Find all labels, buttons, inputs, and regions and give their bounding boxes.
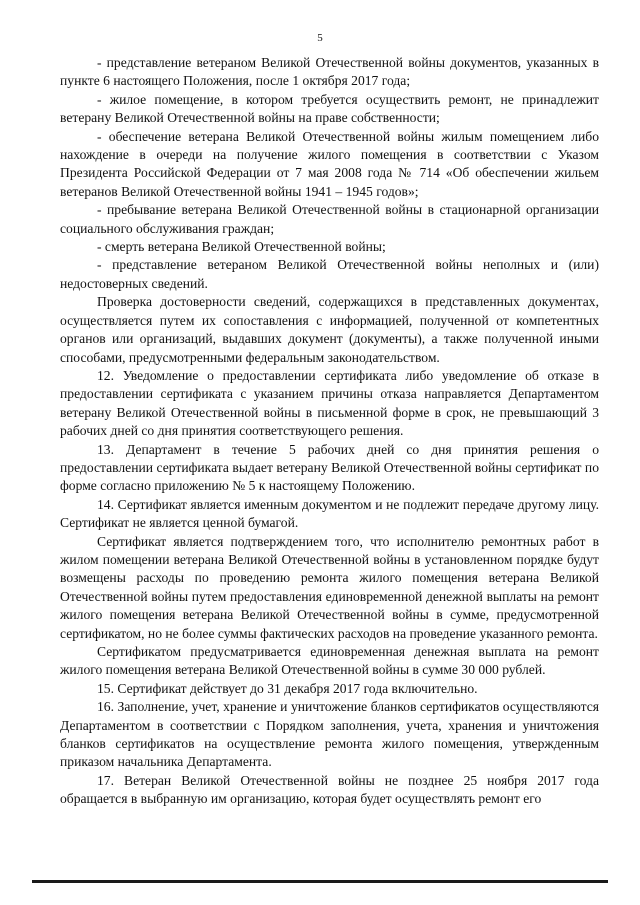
bottom-rule [32, 880, 608, 883]
paragraph-list-item: - обеспечение ветерана Великой Отечественной войны жилым помещением либо нахождение в очереди на получение жилого помещения в соответствии с Указом Президента Российской Федерации от 7 мая 2008 года № 714 «Об обеспечении жильем ветеранов Великой Отечественной войны 1941 – 1945 годов»; [60, 128, 599, 199]
paragraph-list-item: - представление ветераном Великой Отечественной войны неполных и (или) недостоверных сведений. [60, 257, 599, 291]
clause-15: 15. Сертификат действует до 31 декабря 2017 года включительно. [97, 680, 478, 696]
clause-14: 14. Сертификат является именным документом и не подлежит передаче другому лицу. Сертификат не является ценной бумагой. [60, 496, 599, 531]
paragraph-list-item: - пребывание ветерана Великой Отечественной войны в стационарной организации социального обслуживания граждан; [60, 202, 599, 236]
paragraph: Сертификат является подтверждением того, что исполнителю ремонтных работ в жилом помещении ветерана Великой Отечественной войны в установленном порядке будут возмещены расходы по проведению ремонта жилого помещения ветерана Великой Отечественной войны путем предоставления единовременной денежной выплаты на ремонт жилого помещения ветерана Великой Отечественной войны в сумме, предусмотренной сертификатом, но не более суммы фактических расходов на проведение указанного ремонта. [60, 533, 599, 641]
paragraph-list-item: - жилое помещение, в котором требуется осуществить ремонт, не принадлежит ветерану Великой Отечественной войны на праве собственности; [60, 91, 599, 126]
page-number: 5 [317, 32, 323, 44]
clause-16: 16. Заполнение, учет, хранение и уничтожение бланков сертификатов осуществляются Департаментом в соответствии с Порядком заполнения, учета, хранения и уничтожения бланков сертификатов на осуществление ремонта жилого помещения, утвержденным приказом начальника Департамента. [60, 699, 599, 770]
paragraph: Сертификатом предусматривается единовременная денежная выплата на ремонт жилого помещения ветерана Великой Отечественной войны в сумме 30 000 рублей. [60, 644, 599, 678]
clause-12: 12. Уведомление о предоставлении сертификата либо уведомление об отказе в предоставлении сертификата с указанием причины отказа направляется Департаментом ветерану Великой Отечественной войны в письменной форме в срок, не превышающий 3 рабочих дней со дня принятия соответствующего решения. [60, 367, 599, 439]
paragraph-list-item: - представление ветераном Великой Отечественной войны документов, указанных в пункте 6 настоящего Положения, после 1 октября 2017 года; [60, 55, 599, 89]
document-body [60, 54, 599, 809]
clause-17: 17. Ветеран Великой Отечественной войны не позднее 25 ноября 2017 года обращается в выбранную им организацию, которая будет осуществлять ремонт его [60, 772, 599, 807]
paragraph: Проверка достоверности сведений, содержащихся в представленных документах, осуществляется путем их сопоставления с информацией, полученной от компетентных органов или организаций, выдавших документ (документы), а также полученной иными способами, предусмотренными федеральным законодательством. [60, 294, 599, 365]
clause-13: 13. Департамент в течение 5 рабочих дней со дня принятия решения о предоставлении сертификата выдает ветерану Великой Отечественной войны сертификат по форме согласно приложению № 5 к настоящему Положению. [60, 441, 599, 494]
paragraph-list-item: - смерть ветерана Великой Отечественной войны; [97, 239, 386, 255]
